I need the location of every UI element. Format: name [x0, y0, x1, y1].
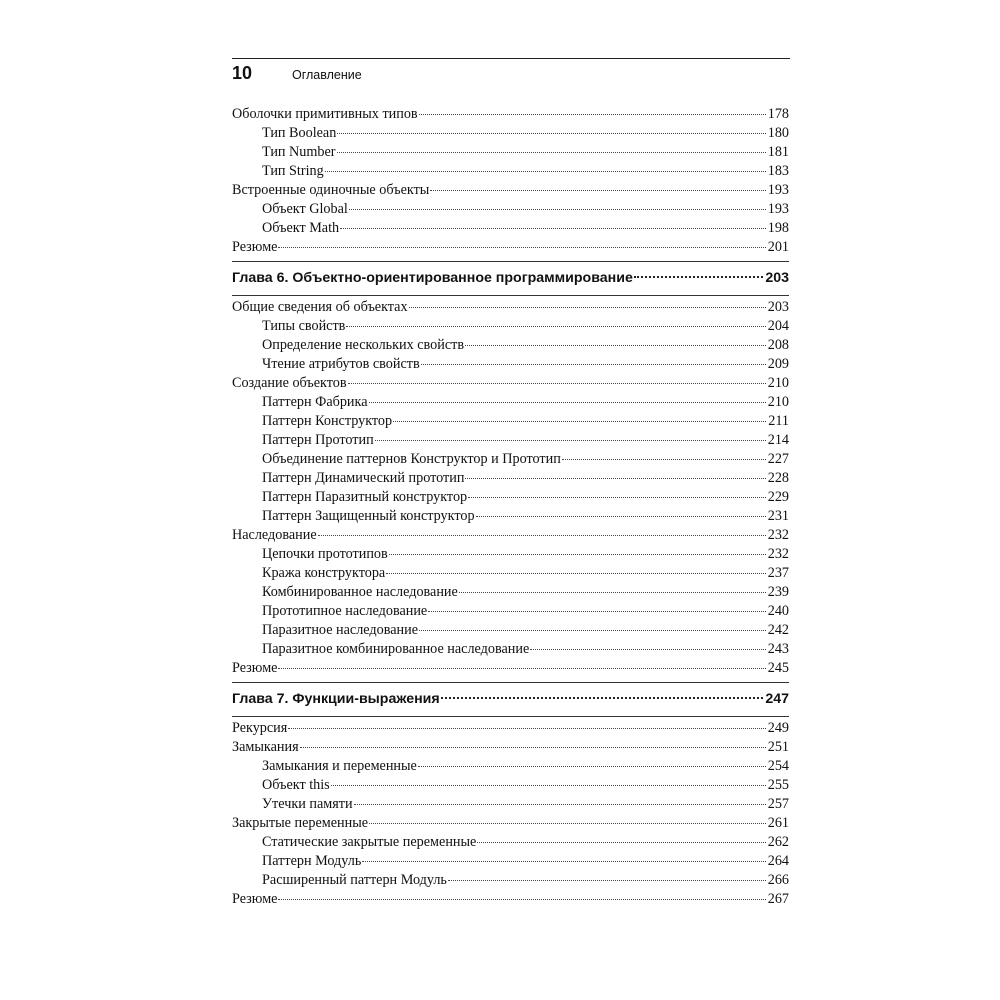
toc-entry-page-number: 211: [768, 413, 789, 429]
toc-entry-title: Закрытые переменные: [232, 815, 369, 831]
toc-entry-page-number: 210: [767, 375, 789, 391]
toc-entry-page-number: 180: [767, 125, 789, 141]
toc-subsection-entry: [232, 162, 789, 181]
dot-leader: [477, 842, 765, 843]
toc-subsection-entry: [232, 545, 789, 564]
toc-entry-title: Паттерн Паразитный конструктор: [262, 489, 468, 505]
dot-leader: [459, 592, 766, 593]
dot-leader: [421, 364, 766, 365]
dot-leader: [369, 823, 766, 824]
toc-section-entry: [232, 814, 789, 833]
toc-section-entry: [232, 105, 789, 124]
toc-subsection-entry: [232, 776, 789, 795]
toc-entry-title: Создание объектов: [232, 375, 347, 391]
toc-entry-title: Тип String: [262, 163, 324, 179]
toc-entry-page-number: 208: [767, 337, 789, 353]
toc-subsection-entry: [232, 564, 789, 583]
dot-leader: [389, 554, 766, 555]
toc-entry-title: Комбинированное наследование: [262, 584, 458, 600]
toc-entry-title: Прототипное наследование: [262, 603, 428, 619]
toc-entry-title: Резюме: [232, 891, 278, 907]
toc-subsection-entry: [232, 507, 789, 526]
toc-entry-title: Типы свойств: [262, 318, 346, 334]
dot-leader: [318, 535, 766, 536]
toc-entry-page-number: 229: [767, 489, 789, 505]
toc-entry-title: Общие сведения об объектах: [232, 299, 408, 315]
toc-entry-title: Встроенные одиночные объекты: [232, 182, 430, 198]
toc-entry-title: Наследование: [232, 527, 317, 543]
toc-entry-page-number: 243: [767, 641, 789, 657]
toc-entry-page-number: 261: [767, 815, 789, 831]
toc-entry-title: Цепочки прототипов: [262, 546, 388, 562]
toc-section-entry: [232, 374, 789, 393]
toc-section-entry: [232, 890, 789, 909]
toc-entry-page-number: 181: [767, 144, 789, 160]
toc-subsection-entry: [232, 124, 789, 143]
toc-subsection-entry: [232, 317, 789, 336]
dot-leader: [348, 383, 766, 384]
toc-section-entry: [232, 181, 789, 200]
toc-entry-title: Тип Boolean: [262, 125, 337, 141]
dot-leader: [349, 209, 766, 210]
toc-entry-title: Паттерн Динамический прототип: [262, 470, 465, 486]
toc-entry-title: Объект Math: [262, 220, 340, 236]
dot-leader: [562, 459, 766, 460]
dot-leader: [300, 747, 766, 748]
toc-entry-page-number: 183: [767, 163, 789, 179]
toc-entry-page-number: 203: [767, 299, 789, 315]
toc-entry-page-number: 249: [767, 720, 789, 736]
dot-leader: [419, 630, 766, 631]
dot-leader: [375, 440, 766, 441]
toc-entry-title: Утечки памяти: [262, 796, 353, 812]
toc-entry-title: Статические закрытые переменные: [262, 834, 477, 850]
dot-leader: [369, 402, 766, 403]
dot-leader: [476, 516, 766, 517]
toc-subsection-entry: [232, 795, 789, 814]
toc-entry-page-number: 193: [767, 201, 789, 217]
toc-subsection-entry: [232, 621, 789, 640]
toc-entry-page-number: 262: [767, 834, 789, 850]
toc-subsection-entry: [232, 602, 789, 621]
dot-leader: [325, 171, 766, 172]
toc-entry-title: Объект Global: [262, 201, 348, 217]
dot-leader: [465, 478, 765, 479]
toc-section-entry: [232, 659, 789, 678]
toc-entry-page-number: 231: [767, 508, 789, 524]
toc-entry-title: Определение нескольких свойств: [262, 337, 465, 353]
dot-leader: [331, 785, 766, 786]
toc-subsection-entry: [232, 336, 789, 355]
dot-leader: [468, 497, 766, 498]
toc-subsection-entry: [232, 450, 789, 469]
toc-entry-page-number: 254: [767, 758, 789, 774]
dot-leader: [465, 345, 766, 346]
toc-entry-title: Глава 6. Объектно-ориентированное программирование: [232, 270, 633, 286]
dot-leader: [430, 190, 765, 191]
toc-entry-title: Чтение атрибутов свойств: [262, 356, 420, 372]
dot-leader: [340, 228, 766, 229]
toc-entry-title: Паттерн Модуль: [262, 853, 362, 869]
dot-leader: [634, 276, 763, 278]
toc-entry-title: Тип Number: [262, 144, 336, 160]
toc-entry-title: Резюме: [232, 660, 278, 676]
toc-entry-page-number: 264: [767, 853, 789, 869]
toc-entry-page-number: 232: [767, 546, 789, 562]
toc-entry-page-number: 178: [767, 106, 789, 122]
dot-leader: [386, 573, 765, 574]
toc-entry-page-number: 245: [767, 660, 789, 676]
toc-entry-page-number: 239: [767, 584, 789, 600]
toc-section-entry: [232, 298, 789, 317]
toc-entry-page-number: 227: [767, 451, 789, 467]
dot-leader: [278, 899, 765, 900]
dot-leader: [393, 421, 766, 422]
toc-entry-page-number: 209: [767, 356, 789, 372]
toc-subsection-entry: [232, 431, 789, 450]
dot-leader: [419, 114, 766, 115]
toc-section-entry: [232, 526, 789, 545]
toc-entry-title: Паттерн Прототип: [262, 432, 374, 448]
dot-leader: [278, 668, 765, 669]
toc-entry-title: Глава 7. Функции-выражения: [232, 691, 440, 707]
toc-entry-page-number: 255: [767, 777, 789, 793]
toc-entry-page-number: 204: [767, 318, 789, 334]
dot-leader: [448, 880, 766, 881]
dot-leader: [278, 247, 765, 248]
toc-entry-title: Паттерн Фабрика: [262, 394, 368, 410]
dot-leader: [288, 728, 765, 729]
toc-entry-page-number: 267: [767, 891, 789, 907]
dot-leader: [354, 804, 766, 805]
toc-subsection-entry: [232, 833, 789, 852]
dot-leader: [418, 766, 766, 767]
toc-subsection-entry: [232, 412, 789, 431]
dot-leader: [337, 152, 766, 153]
table-of-contents: [232, 105, 789, 909]
toc-entry-title: Расширенный паттерн Модуль: [262, 872, 447, 888]
running-title: Оглавление: [292, 68, 362, 82]
toc-subsection-entry: [232, 757, 789, 776]
toc-subsection-entry: [232, 219, 789, 238]
toc-entry-page-number: 242: [767, 622, 789, 638]
toc-entry-page-number: 193: [767, 182, 789, 198]
toc-entry-page-number: 237: [767, 565, 789, 581]
toc-subsection-entry: [232, 393, 789, 412]
toc-subsection-entry: [232, 871, 789, 890]
toc-entry-title: Паразитное наследование: [262, 622, 419, 638]
toc-entry-title: Резюме: [232, 239, 278, 255]
toc-entry-page-number: 232: [767, 527, 789, 543]
toc-subsection-entry: [232, 852, 789, 871]
toc-entry-page-number: 266: [767, 872, 789, 888]
toc-entry-title: Паразитное комбинированное наследование: [262, 641, 530, 657]
toc-subsection-entry: [232, 583, 789, 602]
toc-entry-page-number: 240: [767, 603, 789, 619]
chapter-heading: [232, 261, 789, 296]
chapter-heading: [232, 682, 789, 717]
toc-entry-page-number: 251: [767, 739, 789, 755]
toc-entry-title: Паттерн Защищенный конструктор: [262, 508, 475, 524]
dot-leader: [428, 611, 765, 612]
toc-entry-title: Объект this: [262, 777, 330, 793]
dot-leader: [346, 326, 765, 327]
dot-leader: [441, 697, 764, 699]
toc-entry-page-number: 214: [767, 432, 789, 448]
toc-subsection-entry: [232, 469, 789, 488]
toc-entry-title: Объединение паттернов Конструктор и Прототип: [262, 451, 561, 467]
toc-entry-page-number: 198: [767, 220, 789, 236]
toc-entry-title: Паттерн Конструктор: [262, 413, 393, 429]
toc-section-entry: [232, 738, 789, 757]
toc-subsection-entry: [232, 200, 789, 219]
dot-leader: [362, 861, 765, 862]
toc-entry-page-number: 203: [765, 270, 789, 286]
toc-entry-title: Рекурсия: [232, 720, 288, 736]
page-header: [232, 58, 790, 85]
page-number: 10: [232, 63, 253, 83]
dot-leader: [530, 649, 765, 650]
toc-entry-title: Кража конструктора: [262, 565, 386, 581]
toc-entry-page-number: 228: [767, 470, 789, 486]
toc-section-entry: [232, 719, 789, 738]
toc-entry-page-number: 210: [767, 394, 789, 410]
toc-entry-title: Замыкания: [232, 739, 299, 755]
toc-entry-title: Замыкания и переменные: [262, 758, 417, 774]
toc-entry-page-number: 201: [767, 239, 789, 255]
toc-entry-title: Оболочки примитивных типов: [232, 106, 418, 122]
toc-entry-page-number: 247: [765, 691, 789, 707]
dot-leader: [409, 307, 766, 308]
dot-leader: [337, 133, 765, 134]
toc-section-entry: [232, 238, 789, 257]
toc-subsection-entry: [232, 640, 789, 659]
toc-entry-page-number: 257: [767, 796, 789, 812]
toc-subsection-entry: [232, 355, 789, 374]
toc-subsection-entry: [232, 488, 789, 507]
toc-subsection-entry: [232, 143, 789, 162]
